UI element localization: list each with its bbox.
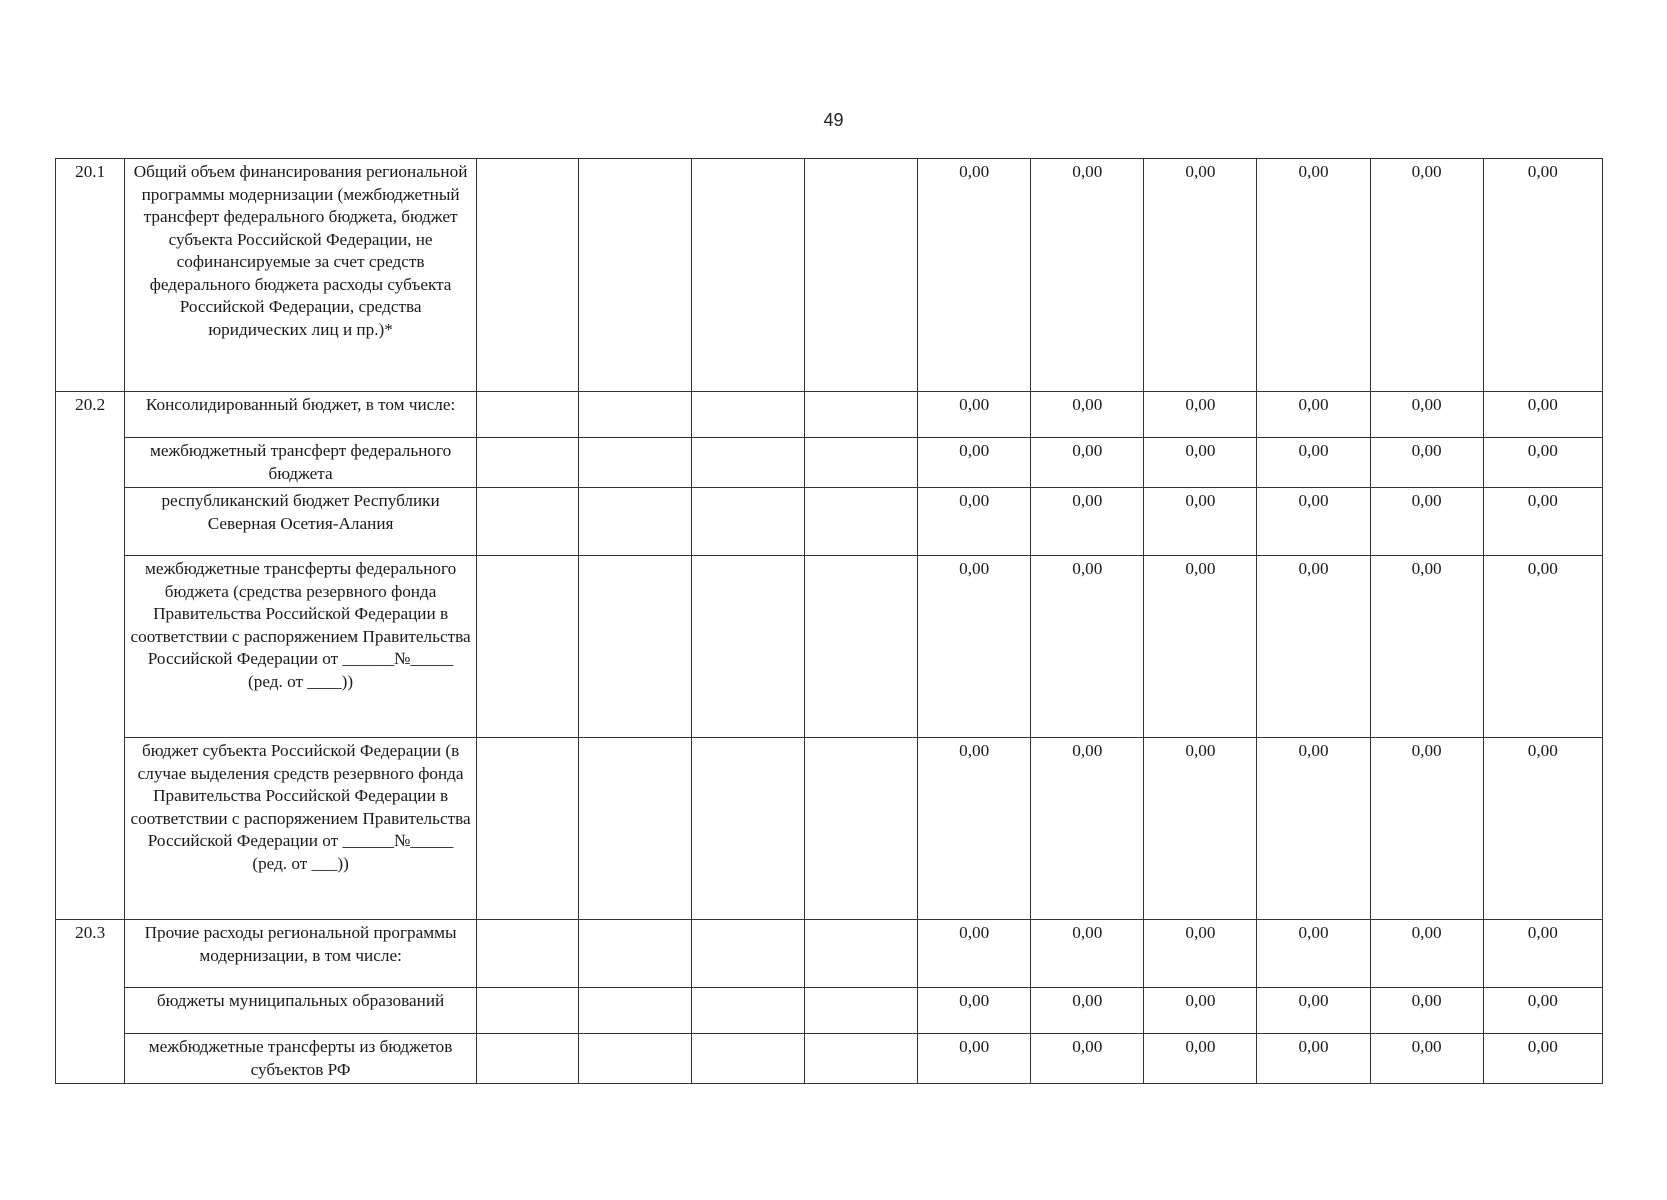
value-cell: 0,00 [1483,556,1602,738]
empty-cell [578,438,691,488]
value-cell: 0,00 [1144,159,1257,392]
row-description: межбюджетные трансферты федерального бюджета (средства резервного фонда Правительства Российской Федерации в соответствии с распоряжением Правительства Российской Федерации от ______№_____ (ред. от ____)) [125,556,477,738]
value-cell: 0,00 [1257,988,1370,1034]
empty-cell [578,1034,691,1084]
value-cell: 0,00 [918,159,1031,392]
empty-cell [476,1034,578,1084]
empty-cell [691,438,804,488]
value-cell: 0,00 [1144,1034,1257,1084]
empty-cell [476,488,578,556]
value-cell: 0,00 [1031,988,1144,1034]
empty-cell [805,738,918,920]
row-description: бюджет субъекта Российской Федерации (в случае выделения средств резервного фонда Правительства Российской Федерации в соответствии с распоряжением Правительства Российской Федерации от ______№_____ (ред. от ___)) [125,738,477,920]
value-cell: 0,00 [1370,988,1483,1034]
value-cell: 0,00 [1370,556,1483,738]
value-cell: 0,00 [1031,556,1144,738]
empty-cell [476,556,578,738]
financing-table [55,158,1603,1084]
value-cell: 0,00 [1370,438,1483,488]
value-cell: 0,00 [1257,920,1370,988]
table-row [56,392,1603,438]
empty-cell [578,556,691,738]
value-cell: 0,00 [1031,1034,1144,1084]
table-row [56,159,1603,392]
empty-cell [805,556,918,738]
row-number: 20.1 [56,159,125,392]
value-cell: 0,00 [1257,488,1370,556]
value-cell: 0,00 [1031,920,1144,988]
empty-cell [691,159,804,392]
value-cell: 0,00 [1370,1034,1483,1084]
value-cell: 0,00 [1144,488,1257,556]
table-row [56,988,1603,1034]
value-cell: 0,00 [1257,738,1370,920]
value-cell: 0,00 [1370,488,1483,556]
row-description: Консолидированный бюджет, в том числе: [125,392,477,438]
value-cell: 0,00 [918,488,1031,556]
value-cell: 0,00 [918,988,1031,1034]
row-description: бюджеты муниципальных образований [125,988,477,1034]
empty-cell [691,488,804,556]
table-row [56,556,1603,738]
empty-cell [805,488,918,556]
empty-cell [578,920,691,988]
table-row [56,920,1603,988]
value-cell: 0,00 [1483,1034,1602,1084]
value-cell: 0,00 [1144,738,1257,920]
page-number: 49 [823,110,844,130]
empty-cell [691,738,804,920]
empty-cell [476,738,578,920]
value-cell: 0,00 [1483,488,1602,556]
empty-cell [476,988,578,1034]
empty-cell [476,438,578,488]
empty-cell [691,988,804,1034]
empty-cell [691,1034,804,1084]
value-cell: 0,00 [918,1034,1031,1084]
empty-cell [578,159,691,392]
value-cell: 0,00 [1257,438,1370,488]
value-cell: 0,00 [918,392,1031,438]
value-cell: 0,00 [1483,159,1602,392]
value-cell: 0,00 [1483,392,1602,438]
empty-cell [476,159,578,392]
value-cell: 0,00 [1370,738,1483,920]
row-description: Прочие расходы региональной программы модернизации, в том числе: [125,920,477,988]
row-description: Общий объем финансирования региональной программы модернизации (межбюджетный трансферт федерального бюджета, бюджет субъекта Российской Федерации, не софинансируемые за счет средств федерального бюджета расходы субъекта Российской Федерации, средства юридических лиц и пр.)* [125,159,477,392]
row-number: 20.2 [56,392,125,920]
empty-cell [805,159,918,392]
table-row [56,738,1603,920]
value-cell: 0,00 [1483,438,1602,488]
value-cell: 0,00 [1031,438,1144,488]
value-cell: 0,00 [1031,392,1144,438]
value-cell: 0,00 [918,556,1031,738]
empty-cell [476,920,578,988]
table-row [56,488,1603,556]
empty-cell [691,556,804,738]
empty-cell [476,392,578,438]
value-cell: 0,00 [918,438,1031,488]
value-cell: 0,00 [1257,556,1370,738]
value-cell: 0,00 [1370,920,1483,988]
value-cell: 0,00 [1257,159,1370,392]
empty-cell [691,920,804,988]
table-row [56,438,1603,488]
value-cell: 0,00 [1483,988,1602,1034]
empty-cell [805,1034,918,1084]
value-cell: 0,00 [1031,488,1144,556]
value-cell: 0,00 [1144,438,1257,488]
value-cell: 0,00 [1370,159,1483,392]
empty-cell [578,392,691,438]
empty-cell [805,392,918,438]
value-cell: 0,00 [1144,988,1257,1034]
value-cell: 0,00 [918,738,1031,920]
value-cell: 0,00 [1144,556,1257,738]
value-cell: 0,00 [1483,738,1602,920]
empty-cell [691,392,804,438]
row-description: республиканский бюджет Республики Северная Осетия-Алания [125,488,477,556]
value-cell: 0,00 [1031,738,1144,920]
empty-cell [805,920,918,988]
value-cell: 0,00 [1257,392,1370,438]
value-cell: 0,00 [1031,159,1144,392]
empty-cell [805,988,918,1034]
row-description: межбюджетный трансферт федерального бюджета [125,438,477,488]
empty-cell [578,738,691,920]
empty-cell [805,438,918,488]
value-cell: 0,00 [1257,1034,1370,1084]
value-cell: 0,00 [918,920,1031,988]
empty-cell [578,488,691,556]
table-row [56,1034,1603,1084]
value-cell: 0,00 [1370,392,1483,438]
row-number: 20.3 [56,920,125,1084]
value-cell: 0,00 [1144,392,1257,438]
empty-cell [578,988,691,1034]
row-description: межбюджетные трансферты из бюджетов субъектов РФ [125,1034,477,1084]
value-cell: 0,00 [1144,920,1257,988]
value-cell: 0,00 [1483,920,1602,988]
